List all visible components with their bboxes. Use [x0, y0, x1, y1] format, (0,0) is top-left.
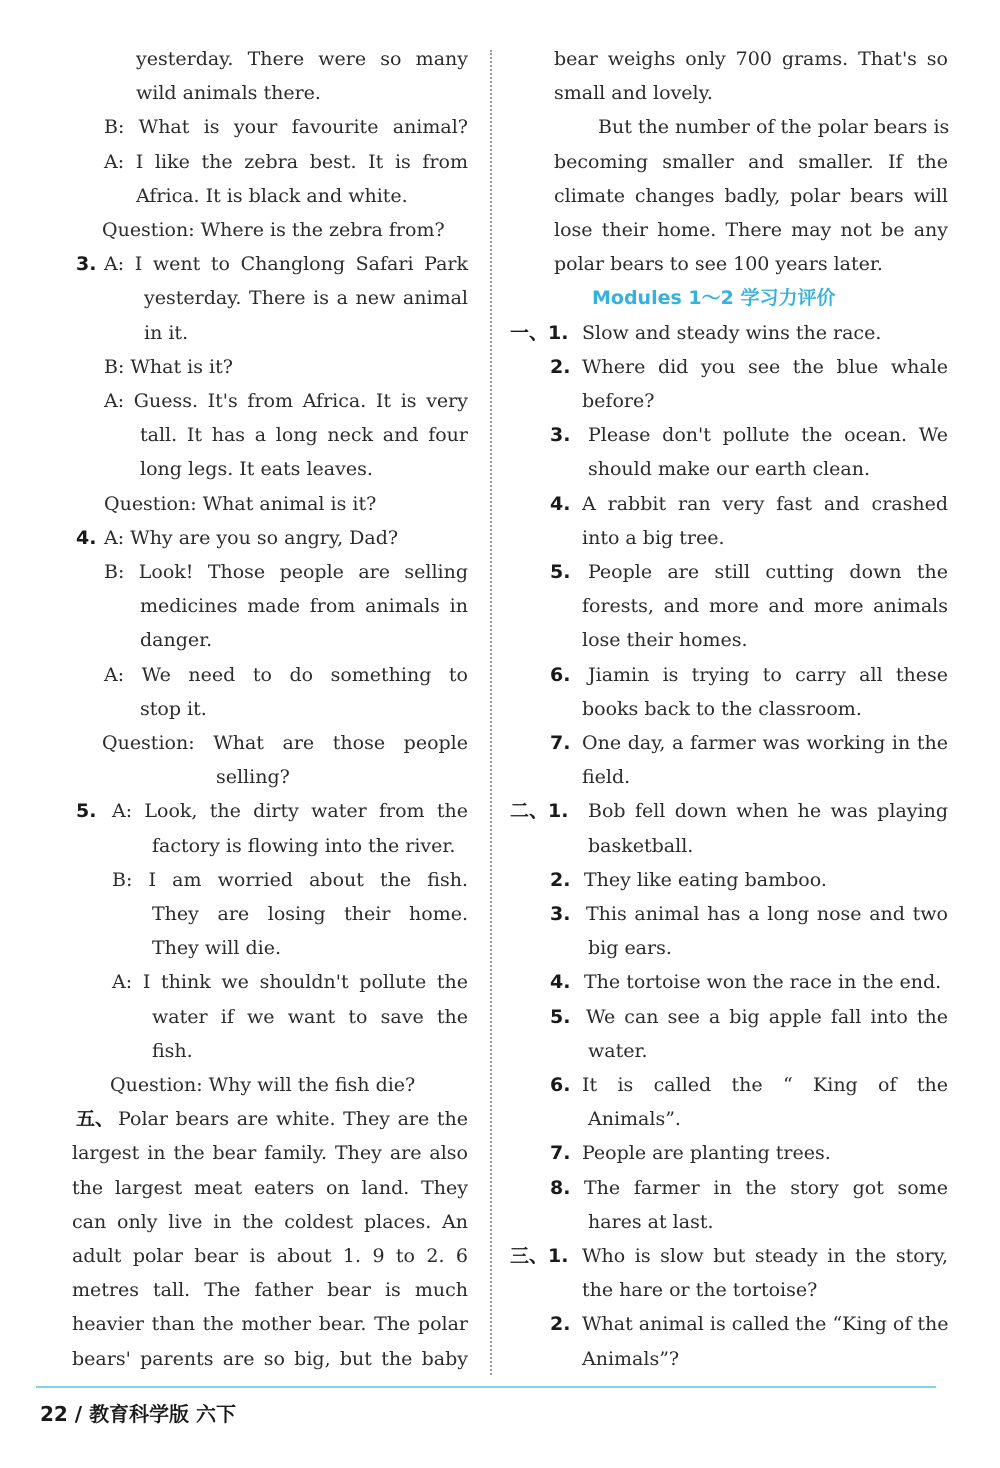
text-line: lose their home. There may not be any: [554, 219, 948, 241]
text-line: B: What is your favourite animal?: [104, 116, 468, 139]
item-number: 7.: [550, 1142, 571, 1165]
text-line: Animals”.: [588, 1108, 681, 1131]
item-number: 5.: [550, 1005, 571, 1028]
text-line: A: Look, the dirty water from the: [112, 800, 468, 823]
text-line: polar bears to see 100 years later.: [554, 253, 883, 276]
item-number: 5.: [76, 800, 97, 823]
text-line: field.: [582, 766, 631, 789]
item-number: 5.: [550, 561, 571, 583]
text-line: tall. It has a long neck and four: [140, 424, 468, 447]
text-line: yesterday. There were so many: [136, 48, 468, 70]
text-line: basketball.: [588, 834, 694, 857]
text-line: Question: Where is the zebra from?: [102, 219, 445, 241]
item-number: 一、1.: [510, 321, 569, 344]
text-line: water.: [588, 1039, 648, 1062]
item-number: 五、: [76, 1108, 115, 1131]
text-line: factory is flowing into the river.: [152, 834, 456, 857]
text-line: Question: What are those people: [102, 732, 468, 754]
text-line: A: Guess. It's from Africa. It is very: [104, 390, 468, 412]
text-line: metres tall. The father bear is much: [72, 1279, 468, 1302]
text-line: Who is slow but steady in the story,: [582, 1245, 948, 1267]
text-line: forests, and more and more animals: [582, 595, 948, 618]
text-line: People are still cutting down the: [588, 561, 948, 583]
text-line: the largest meat eaters on land. They: [72, 1176, 468, 1199]
text-line: water if we want to save the: [152, 1005, 468, 1028]
text-line: yesterday. There is a new animal: [144, 287, 468, 310]
text-line: The farmer in the story got some: [584, 1176, 948, 1199]
text-line: becoming smaller and smaller. If the: [554, 150, 948, 173]
item-number: 三、1.: [510, 1245, 569, 1267]
item-number: 7.: [550, 732, 571, 754]
item-number: 3.: [550, 424, 571, 447]
page-footer: 22 / 教育科学版 六下: [40, 1402, 237, 1426]
text-line: A: I think we shouldn't pollute the: [112, 971, 468, 994]
text-line: Animals”?: [582, 1347, 680, 1370]
text-line: small and lovely.: [554, 82, 713, 105]
text-line: in it.: [144, 321, 189, 344]
item-number: 3.: [550, 903, 571, 925]
item-number: 3.: [76, 253, 97, 276]
footer-rule: [36, 1386, 936, 1388]
text-line: danger.: [140, 629, 213, 652]
text-line: Question: What animal is it?: [104, 492, 377, 515]
text-line: A: We need to do something to: [104, 663, 468, 686]
text-line: the hare or the tortoise?: [582, 1279, 818, 1302]
text-line: big ears.: [588, 937, 672, 960]
text-line: This animal has a long nose and two: [586, 903, 948, 925]
item-number: 二、1.: [510, 800, 569, 823]
text-line: B: What is it?: [104, 355, 233, 378]
text-line: But the number of the polar bears is: [598, 116, 950, 139]
text-line: climate changes badly, polar bears will: [554, 184, 948, 207]
text-line: hares at last.: [588, 1210, 714, 1233]
item-number: 2.: [550, 355, 571, 378]
item-number: 8.: [550, 1176, 571, 1199]
text-line: They will die.: [152, 937, 281, 960]
text-line: wild animals there.: [136, 82, 321, 105]
text-line: Bob fell down when he was playing: [588, 800, 948, 823]
text-line: adult polar bear is about 1. 9 to 2. 6: [72, 1245, 468, 1267]
text-line: B: I am worried about the fish.: [112, 868, 468, 891]
text-line: People are planting trees.: [582, 1142, 831, 1165]
text-line: We can see a big apple fall into the: [586, 1005, 948, 1028]
text-line: A: I went to Changlong Safari Park: [104, 253, 468, 276]
text-line: One day, a farmer was working in the: [582, 732, 948, 754]
text-line: Africa. It is black and white.: [136, 184, 408, 207]
text-line: fish.: [152, 1039, 193, 1062]
text-line: Where did you see the blue whale: [582, 355, 948, 378]
text-line: can only live in the coldest places. An: [72, 1210, 468, 1233]
text-line: A: Why are you so angry, Dad?: [104, 526, 399, 549]
text-line: lose their homes.: [582, 629, 748, 652]
text-line: medicines made from animals in: [140, 595, 468, 618]
text-line: books back to the classroom.: [582, 697, 862, 720]
item-number: 6.: [550, 1074, 571, 1096]
section-heading: Modules 1～2 学习力评价: [592, 287, 836, 310]
text-line: selling?: [216, 766, 290, 789]
text-line: What animal is called the “King of the: [582, 1313, 949, 1336]
text-line: Polar bears are white. They are the: [118, 1108, 468, 1131]
text-line: stop it.: [140, 697, 207, 720]
item-number: 2.: [550, 868, 571, 891]
text-line: bear weighs only 700 grams. That's so: [554, 48, 948, 70]
text-line: before?: [582, 390, 655, 412]
item-number: 6.: [550, 663, 571, 686]
column-divider: [490, 50, 492, 1375]
text-line: B: Look! Those people are selling: [104, 561, 468, 583]
text-line: Slow and steady wins the race.: [582, 321, 882, 344]
text-line: It is called the “ King of the: [582, 1074, 948, 1096]
text-line: They are losing their home.: [152, 903, 468, 925]
text-line: bears' parents are so big, but the baby: [72, 1347, 468, 1370]
text-line: Jiamin is trying to carry all these: [588, 663, 948, 686]
text-line: should make our earth clean.: [588, 458, 871, 481]
text-line: largest in the bear family. They are also: [72, 1142, 468, 1165]
item-number: 2.: [550, 1313, 571, 1336]
text-line: They like eating bamboo.: [584, 868, 827, 891]
text-line: A rabbit ran very fast and crashed: [582, 492, 948, 515]
text-line: Question: Why will the fish die?: [110, 1074, 416, 1096]
item-number: 4.: [550, 492, 571, 515]
item-number: 4.: [550, 971, 571, 994]
text-line: heavier than the mother bear. The polar: [72, 1313, 468, 1336]
text-line: A: I like the zebra best. It is from: [104, 150, 468, 173]
text-line: The tortoise won the race in the end.: [584, 971, 942, 994]
text-line: into a big tree.: [582, 526, 725, 549]
item-number: 4.: [76, 526, 97, 549]
text-line: Please don't pollute the ocean. We: [588, 424, 948, 447]
text-line: long legs. It eats leaves.: [140, 458, 373, 481]
